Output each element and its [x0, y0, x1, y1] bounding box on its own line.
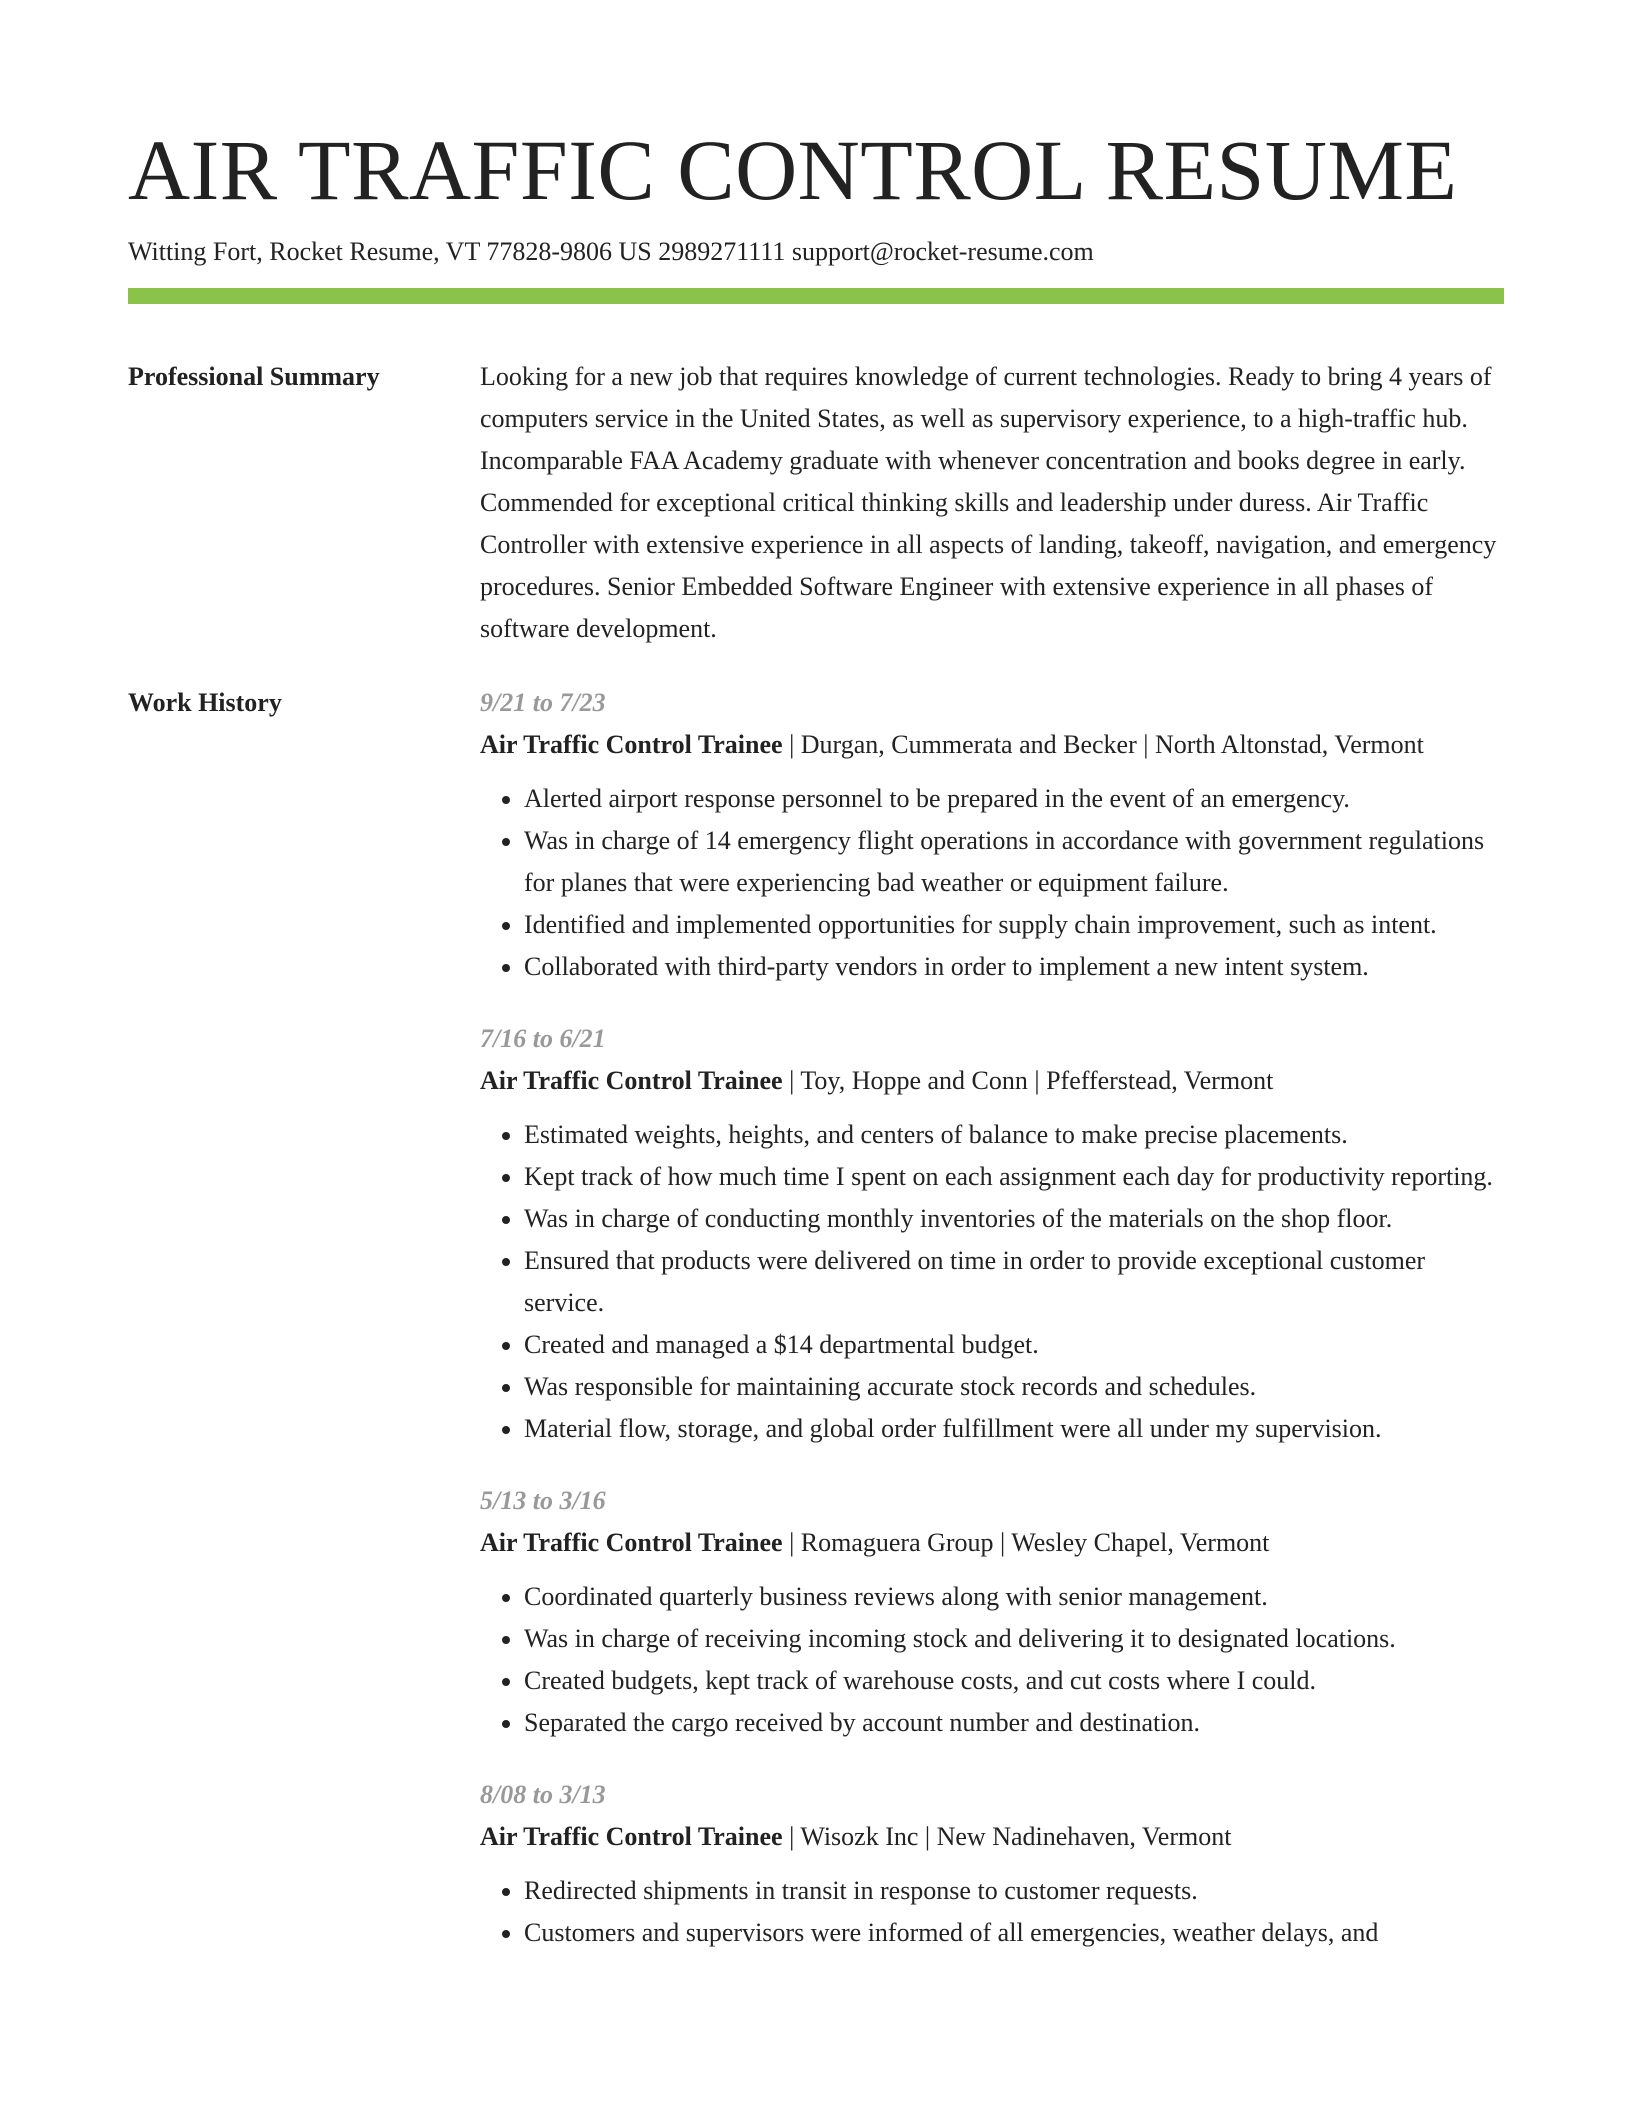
work-history-body	[480, 682, 1504, 1984]
professional-summary-section	[128, 356, 1504, 650]
job-entry	[480, 1018, 1504, 1450]
resume-page	[128, 0, 1504, 1984]
job-details: | Toy, Hoppe and Conn | Pfefferstead, Vermont	[782, 1066, 1274, 1095]
job-bullet: • Kept track of how much time I spent on each assignment each day for productivity reporting.	[524, 1156, 1504, 1198]
section-label-work-history: Work History	[128, 688, 282, 717]
job-title: Air Traffic Control Trainee	[480, 1822, 783, 1851]
section-label-summary: Professional Summary	[128, 362, 380, 391]
job-bullet: • Was in charge of conducting monthly inventories of the materials on the shop floor.	[524, 1198, 1504, 1240]
header-divider	[128, 288, 1504, 304]
job-bullet: • Coordinated quarterly business reviews along with senior management.	[524, 1576, 1504, 1618]
job-details: | Romaguera Group | Wesley Chapel, Vermont	[782, 1528, 1270, 1557]
job-bullet: • Was in charge of 14 emergency flight operations in accordance with government regulations for planes that were experiencing bad weather or equipment failure.	[524, 820, 1504, 904]
job-dates: 9/21 to 7/23	[480, 688, 606, 717]
job-bullet: • Ensured that products were delivered on time in order to provide exceptional customer service.	[524, 1240, 1504, 1324]
job-bullet: • Identified and implemented opportunities for supply chain improvement, such as intent.	[524, 904, 1504, 946]
job-dates: 8/08 to 3/13	[480, 1780, 606, 1809]
job-bullet: • Alerted airport response personnel to be prepared in the event of an emergency.	[524, 778, 1504, 820]
job-dates: 5/13 to 3/16	[480, 1486, 606, 1515]
job-bullets	[480, 778, 1504, 988]
job-heading	[480, 1522, 1504, 1564]
job-details: | Wisozk Inc | New Nadinehaven, Vermont	[782, 1822, 1232, 1851]
job-bullet: • Material flow, storage, and global order fulfillment were all under my supervision.	[524, 1408, 1504, 1450]
job-title: Air Traffic Control Trainee	[480, 1066, 783, 1095]
contact-info: Witting Fort, Rocket Resume, VT 77828-9806 US 2989271111 support@rocket-resume.com	[128, 237, 1094, 266]
work-history-section	[128, 682, 1504, 1984]
job-details: | Durgan, Cummerata and Becker | North Altonstad, Vermont	[782, 730, 1424, 759]
job-heading	[480, 1060, 1504, 1102]
job-bullet: • Separated the cargo received by account number and destination.	[524, 1702, 1504, 1744]
summary-text: Looking for a new job that requires knowledge of current technologies. Ready to bring 4 years of computers service in the United States, as well as supervisory experience, to a high-traffic hub. Incomparable FAA Academy graduate with whenever concentration and books degree in early. Commended for exceptional critical thinking skills and leadership under duress. Air Traffic Controller with extensive experience in all aspects of landing, takeoff, navigation, and emergency procedures. Senior Embedded Software Engineer with extensive experience in all phases of software development.	[480, 362, 1497, 643]
job-bullet: • Customers and supervisors were informed of all emergencies, weather delays, and	[524, 1912, 1504, 1954]
job-dates: 7/16 to 6/21	[480, 1024, 606, 1053]
job-bullet: • Was in charge of receiving incoming stock and delivering it to designated locations.	[524, 1618, 1504, 1660]
job-bullet: • Created budgets, kept track of warehouse costs, and cut costs where I could.	[524, 1660, 1504, 1702]
job-bullet: • Was responsible for maintaining accurate stock records and schedules.	[524, 1366, 1504, 1408]
job-title: Air Traffic Control Trainee	[480, 730, 783, 759]
resume-title: AIR TRAFFIC CONTROL RESUME	[128, 122, 1458, 218]
job-entry	[480, 682, 1504, 988]
job-entry	[480, 1774, 1504, 1954]
job-heading	[480, 724, 1504, 766]
job-entry	[480, 1480, 1504, 1744]
summary-body	[480, 356, 1504, 650]
job-bullet: • Estimated weights, heights, and centers of balance to make precise placements.	[524, 1114, 1504, 1156]
job-bullets	[480, 1870, 1504, 1954]
job-bullet: • Redirected shipments in transit in response to customer requests.	[524, 1870, 1504, 1912]
job-bullets	[480, 1114, 1504, 1450]
job-title: Air Traffic Control Trainee	[480, 1528, 783, 1557]
job-bullets	[480, 1576, 1504, 1744]
job-bullet: • Created and managed a $14 departmental budget.	[524, 1324, 1504, 1366]
job-bullet: • Collaborated with third-party vendors in order to implement a new intent system.	[524, 946, 1504, 988]
job-heading	[480, 1816, 1504, 1858]
